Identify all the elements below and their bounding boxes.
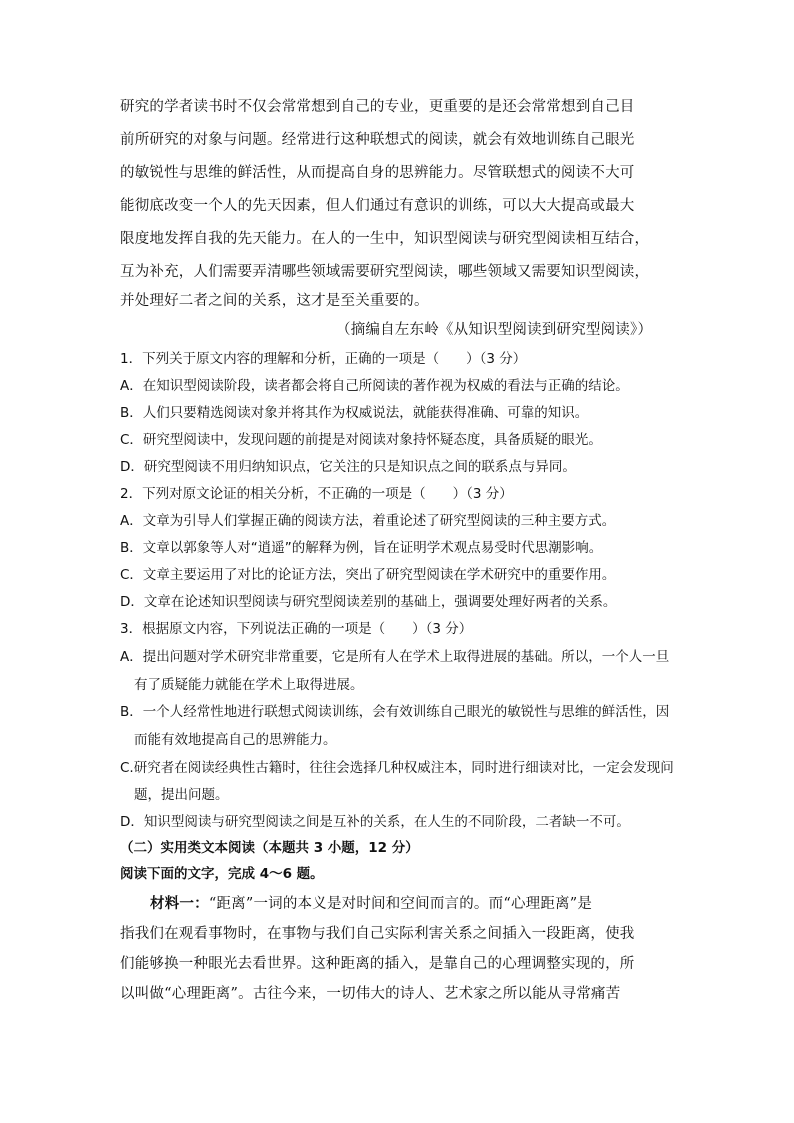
material-label: 材料一： [150,895,209,912]
option-a: A．提出问题对学术研究非常重要，它是所有人在学术上取得进展的基础。所以，一个人一旦 [120,649,670,665]
question-stem: 1．下列关于原文内容的理解和分析，正确的一项是（ ）（3 分） [120,351,527,367]
passage-line: 互为补充，人们需要弄清哪些领域需要研究型阅读，哪些领域又需要知识型阅读， [120,264,650,280]
material-line [150,892,592,913]
section-heading: （二）实用类文本阅读（本题共 3 小题，12 分） [120,840,419,856]
material-line: 指我们在观看事物时，在事物与我们自己实际利害关系之间插入一段距离，使我 [120,926,635,942]
material-text: “距离”一词的本义是对时间和空间而言的。而“心理距离”是 [208,896,593,912]
option-a: A．文章为引导人们掌握正确的阅读方法，着重论述了研究型阅读的三种主要方式。 [120,513,616,529]
passage-line: 并处理好二者之间的关系，这才是至关重要的。 [120,293,429,309]
option-b-cont: 而能有效地提高自己的思辨能力。 [134,732,337,748]
option-c: C.研究者在阅读经典性古籍时，往往会选择几种权威注本，同时进行细读对比，一定会发现问 [120,760,674,776]
passage-line: 前所研究的对象与问题。经常进行这种联想式的阅读，就会有效地训练自己眼光 [120,132,635,148]
question-stem: 2．下列对原文论证的相关分析，不正确的一项是（ ）（3 分） [120,486,513,502]
passage-line: 的敏锐性与思维的鲜活性，从而提高自身的思辨能力。尽管联想式的阅读不大可 [120,165,635,181]
option-d: D．知识型阅读与研究型阅读之间是互补的关系，在人生的不同阶段，二者缺一不可。 [120,814,630,830]
option-c-cont: 题，提出问题。 [134,787,229,803]
passage-line: 研究的学者读书时不仅会常常想到自己的专业，更重要的是还会常常想到自己目 [120,99,635,115]
passage-line: 限度地发挥自我的先天能力。在人的一生中，知识型阅读与研究型阅读相互结合， [120,231,650,247]
option-d: D．研究型阅读不用归纳知识点，它关注的只是知识点之间的联系点与异同。 [120,459,576,475]
option-c: C．研究型阅读中，发现问题的前提是对阅读对象持怀疑态度，具备质疑的眼光。 [120,432,602,448]
passage-line: 能彻底改变一个人的先天因素，但人们通过有意识的训练，可以大大提高或最大 [120,198,635,214]
option-a-cont: 有了质疑能力就能在学术上取得进展。 [134,677,364,693]
section-instruction: 阅读下面的文字，完成 4～6 题。 [120,866,324,882]
option-b: B．一个人经常性地进行联想式阅读训练，会有效训练自己眼光的敏锐性与思维的鲜活性，因 [120,704,670,720]
option-b: B．人们只要精选阅读对象并将其作为权威说法，就能获得准确、可靠的知识。 [120,405,589,421]
option-b: B．文章以郭象等人对“逍遥”的解释为例，旨在证明学术观点易受时代思潮影响。 [120,540,603,556]
question-stem: 3．根据原文内容，下列说法正确的一项是（ ）（3 分） [120,621,473,637]
option-c: C．文章主要运用了对比的论证方法，突出了研究型阅读在学术研究中的重要作用。 [120,567,616,583]
material-line: 们能够换一种眼光去看世界。这种距离的插入，是靠自己的心理调整实现的，所 [120,956,635,972]
option-a: A．在知识型阅读阶段，读者都会将自己所阅读的著作视为权威的看法与正确的结论。 [120,378,629,394]
material-line: 以叫做“心理距离”。古往今来，一切伟大的诗人、艺术家之所以能从寻常痛苦 [120,986,621,1002]
passage-source: （摘编自左东岭《从知识型阅读到研究型阅读》） [336,322,653,338]
option-d: D．文章在论述知识型阅读与研究型阅读差别的基础上，强调要处理好两者的关系。 [120,594,617,610]
